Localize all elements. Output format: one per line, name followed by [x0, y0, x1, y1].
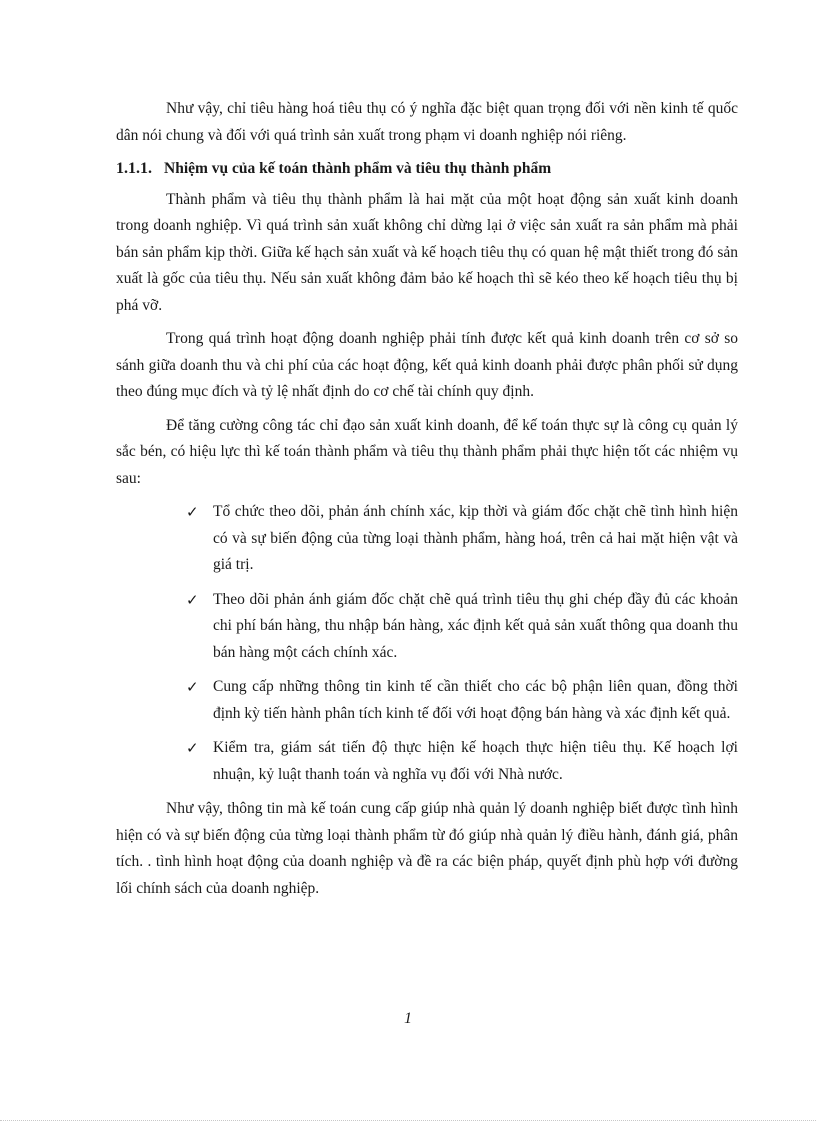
section-heading	[116, 156, 738, 183]
checkmark-icon: ✓	[186, 678, 199, 696]
checkmark-icon: ✓	[186, 590, 199, 609]
task-list-item	[186, 499, 738, 579]
task-text: Theo dõi phản ánh giám đốc chặt chẽ quá trình tiêu thụ ghi chép đầy đủ các khoản chi phí bán hàng, thu nhập bán hàng, xác định kết quả sản xuất thông qua doanh thu bán hàng một cách chính xác.	[213, 590, 738, 661]
checkmark-icon: ✓	[186, 739, 199, 757]
body-paragraph: Trong quá trình hoạt động doanh nghiệp phải tính được kết quả kinh doanh trên cơ sở so sánh giữa doanh thu và chi phí của các hoạt động, kết quả kinh doanh phải được phân phối sử dụng theo đúng mục đích và tỷ lệ nhất định do cơ chế tài chính quy định.	[116, 330, 738, 400]
task-text: Kiểm tra, giám sát tiến độ thực hiện kế hoạch thực hiện tiêu thụ. Kế hoạch lợi nhuận, kỷ luật thanh toán và nghĩa vụ đối với Nhà nước.	[213, 739, 738, 783]
body-paragraph: Thành phẩm và tiêu thụ thành phẩm là hai mặt của một hoạt động sản xuất kinh doanh trong doanh nghiệp. Vì quá trình sản xuất không chỉ dừng lại ở việc sản xuất ra sản phẩm mà phải bán sản phẩm kịp thời. Giữa kế hạch sản xuất và kế hoạch tiêu thụ có quan hệ mật thiết trong đó sản xuất là gốc của tiêu thụ. Nếu sản xuất không đảm bảo kế hoạch thì sẽ kéo theo kế hoạch tiêu thụ bị phá vỡ.	[116, 190, 738, 314]
task-list-item	[186, 587, 738, 667]
intro-paragraph: Như vậy, chỉ tiêu hàng hoá tiêu thụ có ý nghĩa đặc biệt quan trọng đối với nền kinh tế quốc dân nói chung và đối với quá trình sản xuất trong phạm vi doanh nghiệp nói riêng.	[116, 100, 738, 144]
task-text: Cung cấp những thông tin kinh tế cần thiết cho các bộ phận liên quan, đồng thời định kỳ tiến hành phân tích kinh tế đối với hoạt động bán hàng và xác định kết quả.	[213, 678, 738, 722]
task-list-item	[186, 735, 738, 788]
task-list	[116, 499, 738, 788]
checkmark-icon: ✓	[186, 503, 199, 521]
task-list-item	[186, 674, 738, 727]
task-text: Tổ chức theo dõi, phản ánh chính xác, kịp thời và giám đốc chặt chẽ tình hình hiện có và sự biến động của từng loại thành phẩm, hàng hoá, trên cả hai mặt hiện vật và giá trị.	[213, 503, 738, 573]
closing-paragraph: Như vậy, thông tin mà kế toán cung cấp giúp nhà quản lý doanh nghiệp biết được tình hình hiện có và sự biến động của từng loại thành phẩm từ đó giúp nhà quản lý điều hành, đánh giá, phân tích. . tình hình hoạt động của doanh nghiệp và đề ra các biện pháp, quyết định phù hợp với đường lối chính sách của doanh nghiệp.	[116, 800, 738, 897]
body-paragraph: Để tăng cường công tác chỉ đạo sản xuất kinh doanh, để kế toán thực sự là công cụ quản lý sắc bén, có hiệu lực thì kế toán thành phẩm và tiêu thụ thành phẩm phải thực hiện tốt các nhiệm vụ sau:	[116, 416, 738, 487]
page-number: 1	[404, 1010, 412, 1027]
section-title: Nhiệm vụ của kế toán thành phẩm và tiêu thụ thành phẩm	[164, 160, 552, 177]
section-number: 1.1.1.	[116, 160, 152, 177]
page-bottom-divider	[0, 1120, 816, 1121]
document-body	[116, 96, 738, 909]
